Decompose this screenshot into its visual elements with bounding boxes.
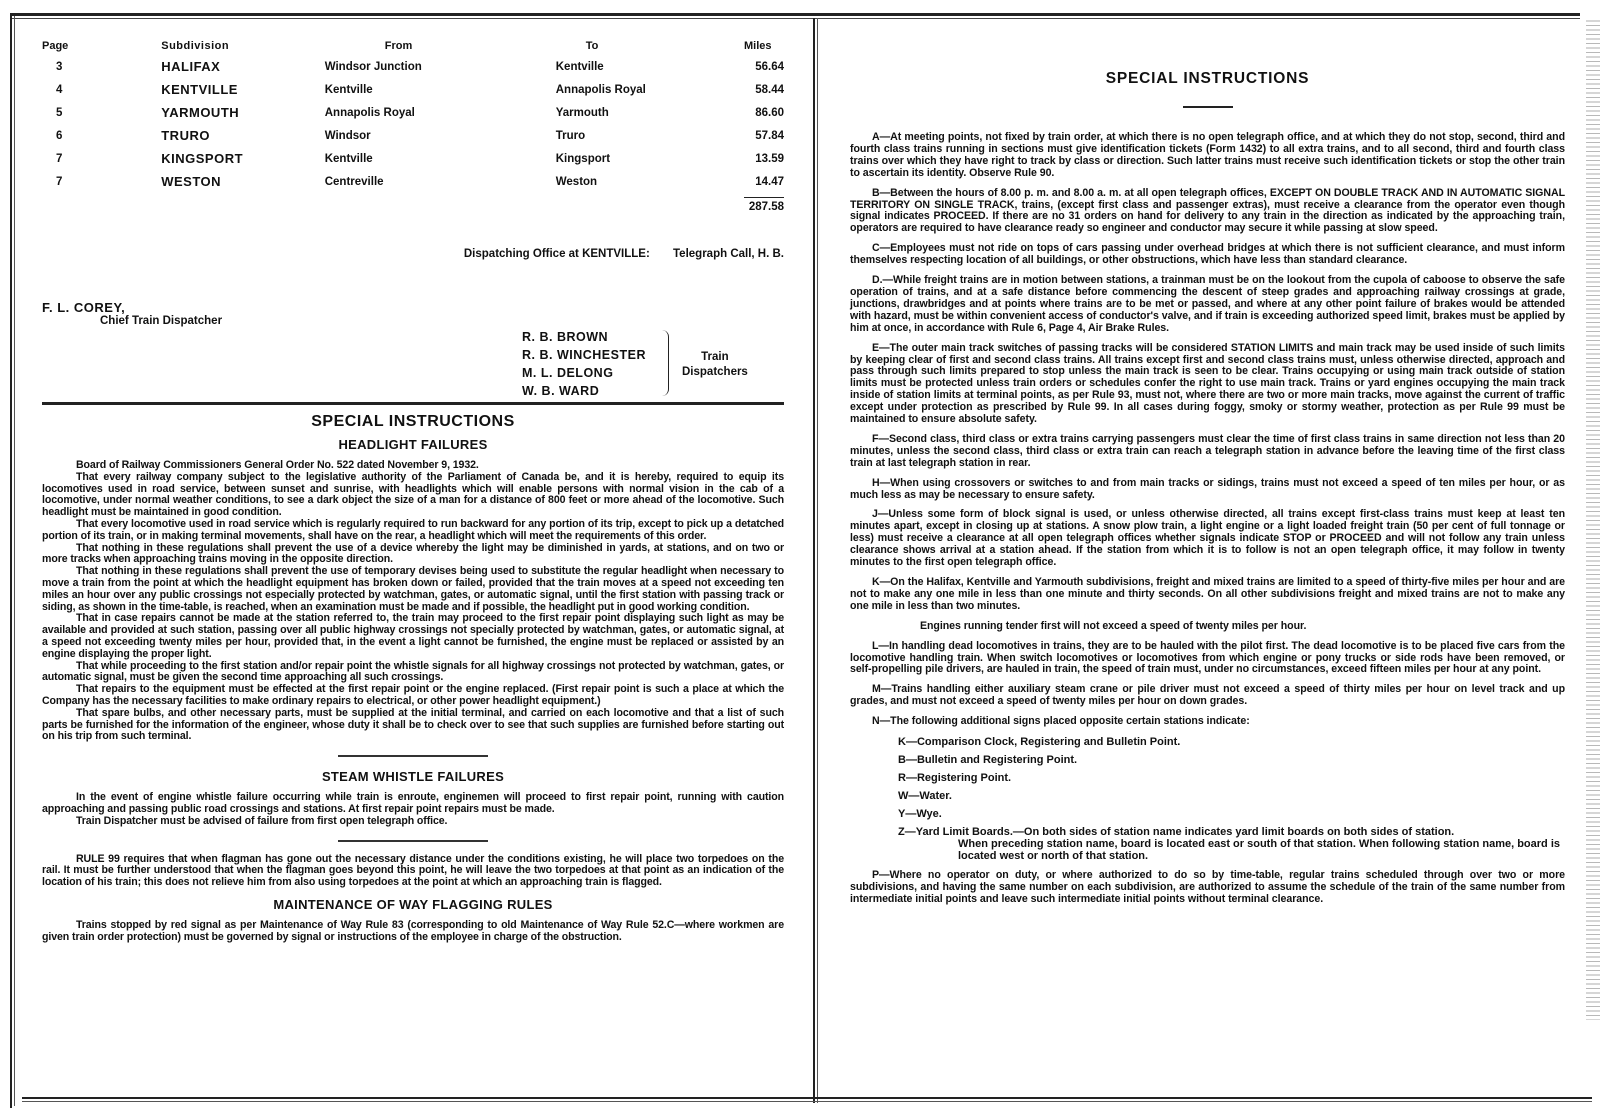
cell-subdivision: KENTVILLE: [161, 82, 238, 97]
sign-item: Y—Wye.: [898, 808, 942, 821]
table-row: [42, 148, 784, 171]
headlight-paragraph: That spare bulbs, and other necessary parts, must be supplied at the initial terminal, and carried on each locomotive and that a list of such parts be furnished for the information of the engineer, whose duty it shall be to check over to see that such supplies are furnished before starting out on his trip from such terminal.: [42, 706, 784, 743]
signature-block: [42, 300, 784, 400]
special-instructions-title: SPECIAL INSTRUCTIONS: [311, 413, 515, 430]
cell-from: Windsor: [324, 129, 371, 142]
instruction-f: F—Second class, third class or extra trains carrying passengers must clear the time of first class trains in same direction not less than 20 minutes, unless the second class, third class or extra train can reach a telegraph station in advance before the leaving time of the first class train at last telegraph station in rear.: [850, 432, 1565, 469]
cell-miles: 56.64: [755, 60, 784, 73]
cell-page: 4: [56, 83, 63, 96]
telegraph-call: Telegraph Call, H. B.: [673, 248, 784, 260]
cell-from: Windsor Junction: [324, 60, 422, 73]
page-border-left-inner: [14, 16, 15, 1106]
steam-whistle-text: [42, 792, 784, 827]
header-miles: Miles: [744, 40, 772, 52]
headlight-failures-title: HEADLIGHT FAILURES: [338, 437, 488, 452]
cell-to: Yarmouth: [555, 106, 609, 119]
chief-name: F. L. COREY,: [42, 300, 126, 315]
cell-subdivision: YARMOUTH: [161, 105, 240, 120]
table-row: [42, 79, 784, 102]
cell-page: 6: [56, 129, 63, 142]
cell-to: Kentville: [555, 60, 604, 73]
cell-miles: 13.59: [755, 152, 784, 165]
dispatcher-name: W. B. WARD: [522, 384, 600, 398]
table-header-row: [42, 38, 784, 56]
page-border-left: [10, 13, 12, 1108]
cell-from: Kentville: [324, 83, 373, 96]
headlight-paragraph: That repairs to the equipment must be effected at the first repair point or the engine replaced. (First repair point is such a place at which the Company has the necessary facilities to make ordinary repairs to electrical, or other power headlight equipment.): [42, 683, 784, 707]
instruction-k: K—On the Halifax, Kentville and Yarmouth subdivisions, freight and mixed trains are limited to a speed of thirty-five miles per hour and are not to make any one mile in less than one minute and thirty seconds. On all other subdivisions freight and mixed trains are not to make any one mile in less than two minutes.: [850, 576, 1565, 612]
headlight-paragraph: That in case repairs cannot be made at the station referred to, the train may proceed to the first repair point displaying such light as may be available and provided at such station, passing over all public highway crossings not specially protected by watchman, gates, or automatic signal, at a speed not exceeding twenty miles per hour, provided that, in the event a light cannot be furnished, the engine must be replaced or assisted by an engine displaying the proper light.: [42, 612, 784, 660]
page-border-top-inner: [10, 18, 1580, 19]
cell-subdivision: TRURO: [161, 128, 210, 143]
instruction-b: B—Between the hours of 8.00 p. m. and 8.00 a. m. at all open telegraph offices, EXCEPT ON DOUBLE TRACK AND IN AUTOMATIC SIGNAL TERRITORY ON SINGLE TRACK, trains, (except first class and passenger extras), must receive a clearance from the operator even though signal indicates PROCEED. If there are no 31 orders on hand for delivery to any train in the direction as indicated by the approaching train, operators are required to have clearance ready so engineer and conductor may secure it while passing at slow speed.: [850, 186, 1565, 235]
dispatcher-name: R. B. BROWN: [522, 330, 609, 344]
dispatcher-list: [522, 328, 646, 400]
cell-from: Kentville: [324, 152, 373, 165]
header-to: To: [585, 40, 599, 52]
rule-99-paragraph: RULE 99 requires that when flagman has gone out the necessary distance under the conditions existing, he will place two torpedoes on the rail. It must be further understood that when the flagman goes beyond this point, he will leave the two torpedoes at that point as an indication of the location of his train; this does not relieve him from also using torpedoes at the point at which an approaching train is flagged.: [42, 852, 784, 889]
headlight-paragraph: That nothing in these regulations shall prevent the use of a device whereby the light may be diminished in yards, at stations, and on two or more tracks when approaching trains moving in the opposite direction.: [42, 541, 784, 566]
headlight-paragraph: That nothing in these regulations shall prevent the use of temporary devises being used to substitute the regular headlight when necessary to move a train from the point at which the headlight equipment has broken down or failed, provided that the train moves at a speed not exceeding ten miles an hour over any public crossings not especially protected by watchman, gates, or automatic signal, until the first station with passing track or siding, as shown in the time-table, is reached, when an examination must be made and if possible, the headlight put in good working condition.: [42, 565, 784, 613]
whistle-paragraph: In the event of engine whistle failure occurring while train is enroute, enginemen will proceed to first repair point, running with caution approaching and passing public road crossings and stations. At first repair point repairs must be made.: [42, 791, 784, 815]
cell-from: Annapolis Royal: [324, 106, 415, 119]
right-page: [850, 70, 1565, 914]
cell-miles: 57.84: [755, 129, 784, 142]
steam-whistle-title: STEAM WHISTLE FAILURES: [321, 769, 505, 785]
sign-z-head: Z—Yard Limit Boards.—On both sides of station name indicates yard limit boards on both sides of station.: [898, 826, 1455, 839]
maintenance-paragraph: Trains stopped by red signal as per Maintenance of Way Rule 83 (corresponding to old Maintenance of Way Rule 52.C—where workmen are given train order protection) must be governed by signal or instructions of the employee in charge of the obstruction.: [42, 918, 784, 943]
cell-page: 3: [56, 60, 63, 73]
page-border-top: [10, 13, 1580, 16]
chief-title: Chief Train Dispatcher: [100, 315, 223, 327]
cell-page: 7: [56, 175, 63, 188]
headlight-failures-text: [42, 460, 784, 743]
sign-item: K—Comparison Clock, Registering and Bulletin Point.: [898, 736, 1181, 749]
total-row: [42, 194, 784, 218]
cell-subdivision: KINGSPORT: [161, 151, 244, 166]
dispatchers-title-line1: Train: [701, 351, 729, 363]
headlight-paragraph: Board of Railway Commissioners General Order No. 522 dated November 9, 1932.: [76, 459, 479, 471]
dispatching-office: Dispatching Office at KENTVILLE:: [463, 248, 650, 260]
table-row: [42, 102, 784, 125]
headlight-paragraph: That every locomotive used in road service which is regularly required to run backward for any portion of its trip, except to pick up a detatched portion of its train, or in making terminal movements, shall have on the rear, a headlight which will meet the requirements of this order.: [42, 517, 784, 542]
whistle-paragraph: Train Dispatcher must be advised of failure from first open telegraph office.: [76, 814, 448, 827]
dispatcher-name: R. B. WINCHESTER: [522, 348, 646, 362]
page-gutter-divider: [813, 18, 815, 1103]
dispatcher-name: M. L. DELONG: [522, 366, 614, 380]
instruction-a: A—At meeting points, not fixed by train order, at which there is no open telegraph office, and at which they do not stop, second, third and fourth class trains running in sections must give identification tickets (Form 1432) to all extra trains, and to all second, third and fourth class trains over which they have right to track by class or direction. Such latter trains must receive such identification tickets or stop the other train to ascertain its identity. Observe Rule 90.: [850, 131, 1565, 179]
subdivision-table: [42, 38, 784, 218]
dispatchers-title: [682, 350, 748, 380]
cell-subdivision: WESTON: [161, 174, 222, 189]
cell-from: Centreville: [324, 175, 384, 188]
instruction-h: H—When using crossovers or switches to and from main tracks or sidings, trains must not exceed a speed of ten miles per hour, or as much less as may be necessary to ensure safety.: [850, 476, 1565, 501]
title-underline: [1183, 106, 1233, 108]
sign-item: R—Registering Point.: [898, 772, 1012, 785]
cell-to: Weston: [555, 175, 598, 188]
table-row: [42, 171, 784, 194]
page-border-bottom-inner: [22, 1101, 1592, 1102]
brace-icon: [662, 330, 669, 396]
cell-page: 7: [56, 152, 63, 165]
section-divider: [42, 402, 784, 405]
sign-item: W—Water.: [898, 790, 952, 803]
scanned-page-edge: [1586, 20, 1600, 1020]
station-signs-list: [898, 736, 1565, 862]
cell-miles: 86.60: [755, 106, 784, 119]
left-page: [42, 38, 784, 944]
cell-miles: 58.44: [755, 83, 784, 96]
headlight-paragraph: That every railway company subject to the legislative authority of the Parliament of Canada be, and it is hereby, required to equip its locomotives used in road service, between sunset and sunrise, with headlights which will enable persons with normal vision in the cab of a locomotive, under normal weather conditions, to see a dark object the size of a man for a distance of 800 feet or more ahead of the locomotive. Such headlight must be maintained in good condition.: [42, 470, 784, 519]
instruction-n: N—The following additional signs placed opposite certain stations indicate:: [872, 715, 1250, 728]
instruction-k-engines: Engines running tender first will not exceed a speed of twenty miles per hour.: [920, 619, 1307, 632]
special-instructions-title: SPECIAL INSTRUCTIONS: [1105, 70, 1310, 87]
table-row: [42, 56, 784, 79]
instruction-j: J—Unless some form of block signal is used, or unless otherwise directed, all trains except first-class trains must keep at least ten minutes apart, except in closing up at stations. A snow plow train, a light engine or a light loaded freight train (50 per cent of full tonnage or less) must receive a clearance at all open telegraph offices whether signals indicate STOP or PROCEED and will not follow any train unless clearance shows arrival at a station ahead. If the station from which it is to follow is not an open telegraph office, it may follow in twenty minutes to the first open telegraph office.: [850, 508, 1565, 569]
cell-to: Truro: [555, 129, 586, 142]
divider: [338, 755, 488, 757]
cell-to: Annapolis Royal: [555, 83, 646, 96]
cell-to: Kingsport: [555, 152, 611, 165]
maintenance-title: MAINTENANCE OF WAY FLAGGING RULES: [273, 896, 553, 912]
headlight-paragraph: That while proceeding to the first station and/or repair point the whistle signals for all highway crossings not protected by watchman, gates, or automatic signal, must be given the second time approaching all such crossings.: [42, 659, 784, 684]
instruction-d: D.—While freight trains are in motion between stations, a trainman must be on the lookout from the cupola of caboose to observe the safe operation of trains, and at a safe distance before commencing the descent of steep grades and approaching railway crossings at grade, junctions, drawbridges and at points where trains are to be met or passed, and where at any other point failure of brakes would be attended with hazard, must be within convenient access of conductor's valve, and if train is exceeding authorized speed limit, brakes must be applied by him at once, in accordance with Rule 6, Page 4, Air Brake Rules.: [850, 274, 1565, 334]
sign-z-detail: When preceding station name, board is located east or south of that station. When following station name, board is located west or north of that station.: [958, 838, 1560, 863]
divider: [338, 840, 488, 842]
header-subdivision: Subdivision: [161, 40, 230, 52]
page-border-bottom: [22, 1097, 1592, 1099]
cell-subdivision: HALIFAX: [161, 59, 221, 74]
instruction-p: P—Where no operator on duty, or where authorized to do so by time-table, regular trains scheduled through over two or more subdivisions, and having the same number on each subdivision, are authorized to assume the schedule of the train of the same number from intermediate initial points and leave such intermediate initial points without terminal clearance.: [850, 869, 1565, 905]
cell-miles: 14.47: [755, 175, 784, 188]
cell-page: 5: [56, 106, 63, 119]
header-page: Page: [42, 40, 69, 52]
instruction-m: M—Trains handling either auxiliary steam crane or pile driver must not exceed a speed of thirty miles per hour on level track and up grades, and must not exceed a speed of twenty miles per hour on down grades.: [850, 683, 1565, 708]
total-miles: 287.58: [744, 197, 784, 213]
table-row: [42, 125, 784, 148]
instruction-c: C—Employees must not ride on tops of cars passing under overhead bridges at which there is not sufficient clearance, and must inform themselves respecting location of all buildings, or other obstructions, which have less than standard clearance.: [850, 242, 1565, 267]
instruction-l: L—In handling dead locomotives in trains, they are to be hauled with the pilot first. The dead locomotive is to be placed five cars from the locomotive handling train. When switch locomotives or locomotives from which engine or pony trucks or side rods have been removed, or self-propelling pile drivers, are hauled in train, the speed of train must, under no circumstances, exceed fifteen miles per hour at any point.: [850, 639, 1565, 676]
page-gutter-divider-inner: [817, 18, 818, 1103]
sign-item: B—Bulletin and Registering Point.: [898, 754, 1078, 767]
sign-item-z: [898, 826, 1565, 862]
instruction-e: E—The outer main track switches of passing tracks will be considered STATION LIMITS and main track may be used inside of such limits by keeping clear of first and second class trains. All trains except first and second class trains must, unless otherwise directed, approach and pass through such limits prepared to stop unless the main track is seen to be clear. Trains occupying or using main track outside of station limits must be protected unless train orders or schedules confer the right to use main track. Trains or yard engines occupying the main track inside of station limits at terminal points, as per Rule 93, must not, where there are two or more main tracks, move against the current of traffic except under protection as prescribed by Rule 99. In all cases during foggy, smoky or stormy weather, protection as per Rule 99 must be maintained to ensure absolute safety.: [850, 341, 1565, 426]
dispatchers-title-line2: Dispatchers: [682, 366, 748, 378]
header-from: From: [384, 40, 413, 52]
dispatching-office-line: [42, 248, 784, 260]
